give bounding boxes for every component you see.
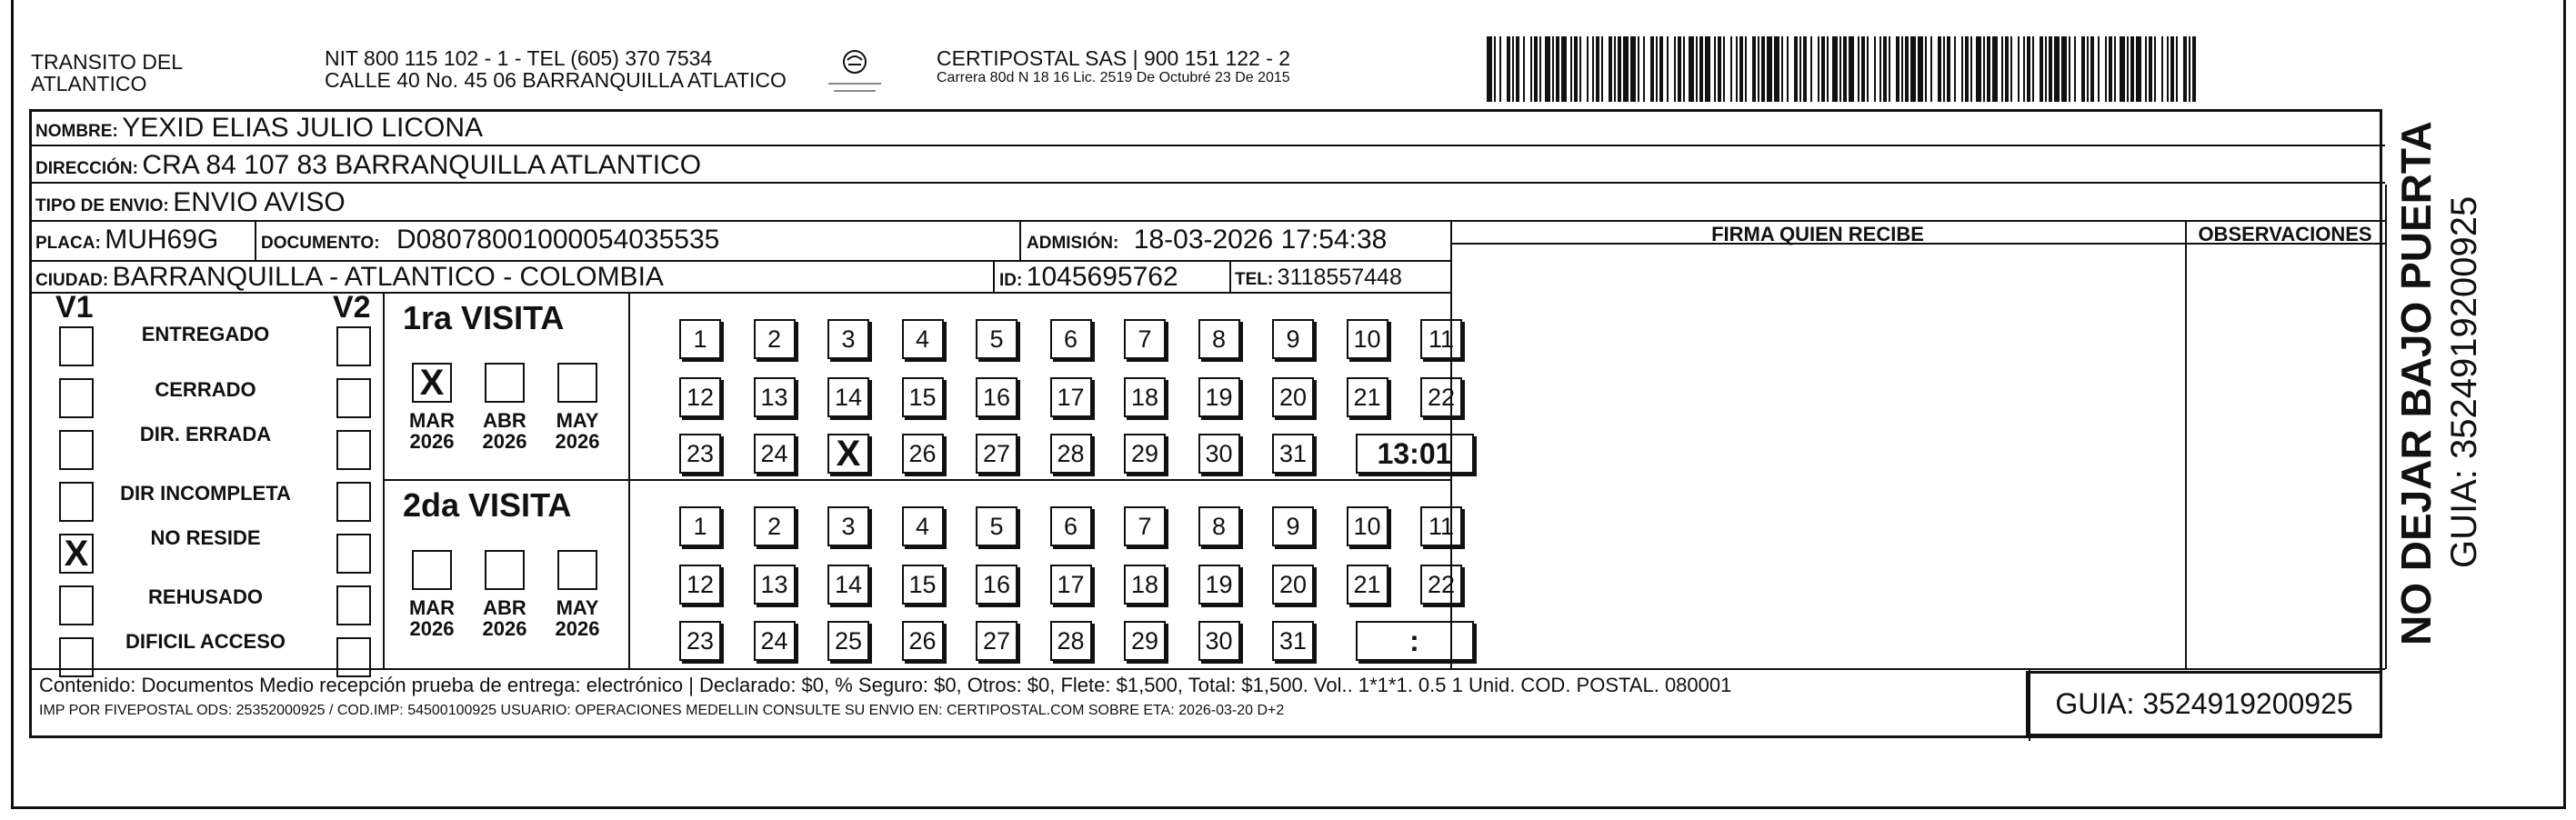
- day-box[interactable]: 18: [1124, 565, 1166, 605]
- month-checkbox[interactable]: [557, 550, 597, 590]
- v2-checkbox[interactable]: [336, 378, 371, 418]
- day-box[interactable]: 22: [1420, 377, 1462, 417]
- sender-contact: NIT 800 115 102 - 1 - TEL (605) 370 7534 CALLE 40 No. 45 06 BARRANQUILLA ATLATICO: [325, 46, 787, 92]
- month-label: MAY 2026: [555, 596, 600, 640]
- visit1-title: 1ra VISITA: [403, 299, 565, 336]
- day-box[interactable]: 11: [1420, 319, 1462, 359]
- month-checkbox[interactable]: [557, 363, 597, 403]
- month-checkbox[interactable]: [485, 363, 525, 403]
- status-label: NO RESIDE: [150, 526, 261, 549]
- day-box[interactable]: 15: [902, 565, 944, 605]
- placa-field: PLACA: MUH69G: [35, 225, 219, 255]
- time-box[interactable]: :: [1356, 621, 1474, 661]
- day-box[interactable]: 8: [1198, 506, 1240, 546]
- v1-checkbox[interactable]: [59, 585, 94, 625]
- day-box[interactable]: 7: [1124, 319, 1166, 359]
- day-box[interactable]: 24: [754, 434, 796, 474]
- observaciones-header: OBSERVACIONES: [2198, 223, 2372, 245]
- v2-checkbox[interactable]: [336, 326, 371, 366]
- status-label: DIFICIL ACCESO: [125, 630, 286, 653]
- day-box[interactable]: 3: [827, 506, 869, 546]
- footer-print-info: IMP POR FIVEPOSTAL ODS: 25352000925 / COD.IMP: 54500100925 USUARIO: OPERACIONES MEDELLIN CONSULTE SU ENVIO EN: CERTIPOSTAL.COM SOBRE ETA: 2026-03-20 D+2: [39, 703, 1285, 718]
- side-guia: GUIA: 3524919200925: [2444, 195, 2484, 568]
- tel-field: TEL: 3118557448: [1235, 265, 1402, 290]
- day-box[interactable]: 30: [1198, 621, 1240, 661]
- admision-field: ADMISIÓN: 18-03-2026 17:54:38: [1027, 225, 1388, 255]
- barcode: [1487, 36, 2205, 102]
- month-label: ABR 2026: [482, 596, 527, 640]
- status-label: REHUSADO: [148, 585, 263, 608]
- status-label: CERRADO: [155, 378, 256, 401]
- v1-checkbox[interactable]: [59, 637, 94, 677]
- nombre-field: NOMBRE: YEXID ELIAS JULIO LICONA: [35, 113, 484, 143]
- day-box[interactable]: 12: [679, 565, 721, 605]
- guia-box: GUIA: 3524919200925: [2026, 671, 2382, 736]
- v2-checkbox[interactable]: [336, 585, 371, 625]
- time-box[interactable]: 13:01: [1356, 434, 1474, 474]
- day-box[interactable]: 17: [1050, 565, 1092, 605]
- day-box[interactable]: 14: [827, 377, 869, 417]
- v2-checkbox[interactable]: [336, 637, 371, 677]
- day-box[interactable]: 2: [754, 506, 796, 546]
- documento-field: DOCUMENTO: D08078001000054035535: [261, 225, 720, 255]
- day-box[interactable]: 26: [902, 621, 944, 661]
- day-box[interactable]: 5: [976, 506, 1017, 546]
- day-box[interactable]: 4: [902, 319, 944, 359]
- month-checkbox[interactable]: X: [412, 363, 452, 403]
- v1-checkbox[interactable]: [59, 430, 94, 470]
- day-box[interactable]: 19: [1198, 565, 1240, 605]
- day-box[interactable]: 10: [1347, 319, 1388, 359]
- status-label: DIR. ERRADA: [139, 423, 272, 445]
- status-label: ENTREGADO: [141, 323, 270, 345]
- direccion-field: DIRECCIÓN: CRA 84 107 83 BARRANQUILLA ATLANTICO: [35, 150, 702, 180]
- day-box[interactable]: 6: [1050, 319, 1092, 359]
- v1-checkbox[interactable]: [59, 378, 94, 418]
- day-box[interactable]: 28: [1050, 621, 1092, 661]
- day-box[interactable]: 13: [754, 377, 796, 417]
- day-box[interactable]: X: [827, 434, 869, 474]
- firma-header: FIRMA QUIEN RECIBE: [1711, 223, 1924, 245]
- day-box[interactable]: 9: [1272, 319, 1314, 359]
- day-box[interactable]: 28: [1050, 434, 1092, 474]
- month-label: ABR 2026: [482, 409, 527, 453]
- v2-header: V2: [333, 290, 371, 325]
- day-box[interactable]: 1: [679, 319, 721, 359]
- day-box[interactable]: 27: [976, 621, 1017, 661]
- day-box[interactable]: 31: [1272, 434, 1314, 474]
- day-box[interactable]: 30: [1198, 434, 1240, 474]
- day-box[interactable]: 24: [754, 621, 796, 661]
- v2-checkbox[interactable]: [336, 430, 371, 470]
- day-box[interactable]: 9: [1272, 506, 1314, 546]
- delivery-form: [29, 109, 2382, 738]
- v2-checkbox[interactable]: [336, 534, 371, 574]
- tipo-envio-field: TIPO DE ENVIO: ENVIO AVISO: [35, 187, 346, 217]
- ciudad-field: CIUDAD: BARRANQUILLA - ATLANTICO - COLOMBIA: [35, 262, 664, 292]
- day-box[interactable]: 29: [1124, 621, 1166, 661]
- certipostal-logo: [823, 45, 887, 102]
- id-field: ID: 1045695762: [999, 262, 1178, 292]
- day-box[interactable]: 20: [1272, 377, 1314, 417]
- day-box[interactable]: 10: [1347, 506, 1388, 546]
- day-box[interactable]: 6: [1050, 506, 1092, 546]
- day-box[interactable]: 19: [1198, 377, 1240, 417]
- day-box[interactable]: 4: [902, 506, 944, 546]
- day-box[interactable]: 20: [1272, 565, 1314, 605]
- v1-checkbox[interactable]: X: [59, 534, 94, 574]
- day-box[interactable]: 2: [754, 319, 796, 359]
- day-box[interactable]: 3: [827, 319, 869, 359]
- visit2-title: 2da VISITA: [403, 486, 572, 524]
- day-box[interactable]: 23: [679, 434, 721, 474]
- sender-name: TRANSITO DEL ATLANTICO: [31, 50, 183, 95]
- month-label: MAY 2026: [555, 409, 600, 453]
- day-box[interactable]: 1: [679, 506, 721, 546]
- day-box[interactable]: 22: [1420, 565, 1462, 605]
- day-box[interactable]: 15: [902, 377, 944, 417]
- v2-checkbox[interactable]: [336, 482, 371, 522]
- day-box[interactable]: 5: [976, 319, 1017, 359]
- day-box[interactable]: 8: [1198, 319, 1240, 359]
- day-box[interactable]: 18: [1124, 377, 1166, 417]
- v1-checkbox[interactable]: [59, 326, 94, 366]
- month-label: MAR 2026: [408, 596, 456, 640]
- day-box[interactable]: 23: [679, 621, 721, 661]
- day-box[interactable]: 29: [1124, 434, 1166, 474]
- day-box[interactable]: 13: [754, 565, 796, 605]
- no-dejar-warning: NO DEJAR BAJO PUERTA: [2392, 121, 2440, 645]
- day-box[interactable]: 14: [827, 565, 869, 605]
- day-box[interactable]: 27: [976, 434, 1017, 474]
- month-checkbox[interactable]: [485, 550, 525, 590]
- day-box[interactable]: 7: [1124, 506, 1166, 546]
- day-box[interactable]: 16: [976, 565, 1017, 605]
- month-checkbox[interactable]: [412, 550, 452, 590]
- status-label: DIR INCOMPLETA: [120, 482, 291, 505]
- month-label: MAR 2026: [408, 409, 456, 453]
- day-box[interactable]: 11: [1420, 506, 1462, 546]
- day-box[interactable]: 25: [827, 621, 869, 661]
- day-box[interactable]: 17: [1050, 377, 1092, 417]
- day-box[interactable]: 21: [1347, 565, 1388, 605]
- day-box[interactable]: 16: [976, 377, 1017, 417]
- day-box[interactable]: 31: [1272, 621, 1314, 661]
- day-box[interactable]: 12: [679, 377, 721, 417]
- footer-contents: Contenido: Documentos Medio recepción prueba de entrega: electrónico | Declarado: $0, % Seguro: $0, Otros: $0, Flete: $1,500, Total: $1,500. Vol.. 1*1*1. 0.5 1 Unid. COD. POSTAL. 080001: [39, 674, 1732, 696]
- day-box[interactable]: 21: [1347, 377, 1388, 417]
- v1-checkbox[interactable]: [59, 482, 94, 522]
- day-box[interactable]: 26: [902, 434, 944, 474]
- carrier-info: CERTIPOSTAL SAS | 900 151 122 - 2 Carrera 80d N 18 16 Lic. 2519 De Octubré 23 De 2015: [937, 46, 1291, 85]
- v1-header: V1: [55, 290, 94, 325]
